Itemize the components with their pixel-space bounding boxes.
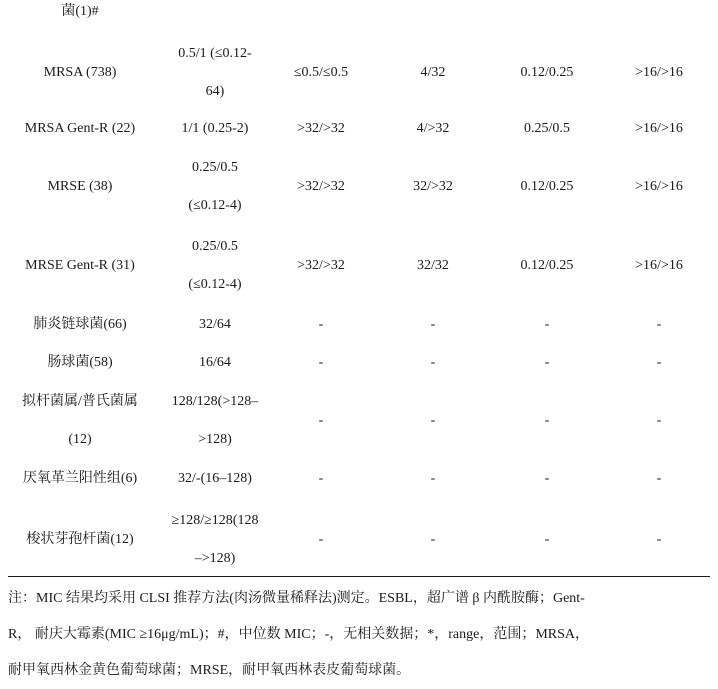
table-cell-mic-a bbox=[160, 502, 270, 578]
table-cell-mic-e bbox=[600, 54, 718, 92]
table-cell-mic-b bbox=[270, 168, 372, 206]
cell-text-line: >16/>16 bbox=[635, 258, 683, 273]
table-cell-mic-e bbox=[600, 168, 718, 206]
table-cell-mic-b bbox=[270, 521, 372, 559]
table-cell-mic-e bbox=[600, 402, 718, 440]
cell-text-line: - bbox=[430, 413, 436, 428]
footnote-line-3: 耐甲氧西林金黄色葡萄球菌；MRSE，耐甲氧西林表皮葡萄球菌。 bbox=[8, 663, 411, 678]
table-cell-mic-b bbox=[270, 247, 372, 285]
cell-text-line: 0.25/0.5 bbox=[192, 160, 238, 175]
table-cell-mic-b bbox=[270, 306, 372, 344]
cell-text-line: - bbox=[318, 471, 324, 486]
table-cell-mic-c bbox=[372, 110, 494, 148]
table-bottom-rule bbox=[8, 576, 710, 577]
cell-text-line: 64) bbox=[205, 84, 225, 99]
table-cell-mic-d bbox=[494, 521, 600, 559]
cell-text-line: 4/32 bbox=[420, 65, 446, 80]
table-cell-pathogen bbox=[0, 0, 160, 31]
cell-text-line: - bbox=[318, 355, 324, 370]
cell-text-line: - bbox=[656, 355, 662, 370]
cell-text-line: - bbox=[430, 471, 436, 486]
cell-text-line: 32/-(16–128) bbox=[178, 471, 252, 486]
cell-text-line: - bbox=[544, 532, 550, 547]
table-cell-pathogen bbox=[0, 383, 160, 459]
cell-text-line: - bbox=[656, 317, 662, 332]
cell-text-line: - bbox=[656, 532, 662, 547]
cell-text-line: MRSA (738) bbox=[43, 65, 117, 80]
table-cell-mic-d bbox=[494, 168, 600, 206]
table-cell-mic-e bbox=[600, 306, 718, 344]
cell-text-line: >32/>32 bbox=[297, 121, 345, 136]
table-footnote bbox=[8, 581, 714, 689]
cell-text-line: 肠球菌(58) bbox=[47, 355, 113, 370]
table-cell-mic-b bbox=[270, 54, 372, 92]
cell-text-line: - bbox=[318, 532, 324, 547]
table-cell-mic-d bbox=[494, 247, 600, 285]
cell-text-line: 1/1 (0.25-2) bbox=[181, 121, 249, 136]
cell-text-line: 128/128(>128– bbox=[171, 394, 259, 409]
cell-text-line: (12) bbox=[68, 432, 92, 447]
table-cell-mic-a bbox=[160, 35, 270, 111]
table-cell-mic-c bbox=[372, 247, 494, 285]
cell-text-line: >16/>16 bbox=[635, 179, 683, 194]
cell-text-line: (≤0.12-4) bbox=[188, 277, 242, 292]
cell-text-line: MRSE Gent-R (31) bbox=[25, 258, 135, 273]
cell-text-line: - bbox=[544, 317, 550, 332]
table-cell-mic-c bbox=[372, 168, 494, 206]
table-cell-pathogen bbox=[0, 54, 160, 92]
cell-text-line: MRSA Gent-R (22) bbox=[24, 121, 136, 136]
cell-text-line: 厌氧革兰阳性组(6) bbox=[22, 471, 138, 486]
table-cell-mic-d bbox=[494, 344, 600, 382]
table-cell-mic-a bbox=[160, 110, 270, 148]
cell-text-line: >16/>16 bbox=[635, 121, 683, 136]
cell-text-line: - bbox=[544, 413, 550, 428]
cell-text-line: ≤0.5/≤0.5 bbox=[293, 65, 349, 80]
cell-text-line: MRSE (38) bbox=[47, 179, 113, 194]
cell-text-line: >32/>32 bbox=[297, 179, 345, 194]
cell-text-line: - bbox=[544, 471, 550, 486]
cell-text-line: - bbox=[656, 471, 662, 486]
cell-text-line: 32/>32 bbox=[413, 179, 453, 194]
table-cell-mic-c bbox=[372, 306, 494, 344]
table-cell-mic-c bbox=[372, 460, 494, 498]
table-cell-pathogen bbox=[0, 247, 160, 285]
table-cell-mic-c bbox=[372, 402, 494, 440]
cell-text-line: 4/>32 bbox=[416, 121, 450, 136]
cell-text-line: 0.12/0.25 bbox=[520, 65, 574, 80]
cell-text-line: (≤0.12-4) bbox=[188, 198, 242, 213]
table-cell-mic-d bbox=[494, 110, 600, 148]
table-cell-mic-c bbox=[372, 521, 494, 559]
table-cell-mic-a bbox=[160, 460, 270, 498]
table-cell-mic-a bbox=[160, 228, 270, 304]
cell-text-line: - bbox=[544, 355, 550, 370]
table-cell-mic-d bbox=[494, 460, 600, 498]
table-cell-mic-a bbox=[160, 383, 270, 459]
table-cell-mic-d bbox=[494, 306, 600, 344]
cell-text-line: 肺炎链球菌(66) bbox=[33, 317, 127, 332]
cell-text-line: 0.25/0.5 bbox=[192, 239, 238, 254]
cell-text-line: 梭状芽孢杆菌(12) bbox=[26, 532, 134, 547]
footnote-line-1: 注：MIC 结果均采用 CLSI 推荐方法(肉汤微量稀释法)测定。ESBL，超广谱 β 内酰胺酶；Gent- bbox=[8, 591, 585, 606]
cell-text-line: - bbox=[318, 413, 324, 428]
table-cell-mic-a bbox=[160, 306, 270, 344]
table-cell-mic-e bbox=[600, 521, 718, 559]
cell-text-line: 菌(1)# bbox=[61, 4, 99, 19]
table-cell-mic-a bbox=[160, 149, 270, 225]
cell-text-line: 0.12/0.25 bbox=[520, 258, 574, 273]
table-cell-mic-e bbox=[600, 460, 718, 498]
table-cell-pathogen bbox=[0, 306, 160, 344]
table-cell-pathogen bbox=[0, 460, 160, 498]
table-cell-mic-b bbox=[270, 344, 372, 382]
table-cell-pathogen bbox=[0, 344, 160, 382]
cell-text-line: ≥128/≥128(128 bbox=[171, 513, 259, 528]
table-cell-pathogen bbox=[0, 521, 160, 559]
cell-text-line: >128) bbox=[198, 432, 232, 447]
cell-text-line: - bbox=[318, 317, 324, 332]
cell-text-line: 32/64 bbox=[199, 317, 231, 332]
table-cell-mic-b bbox=[270, 110, 372, 148]
table-cell-mic-b bbox=[270, 402, 372, 440]
table-cell-mic-c bbox=[372, 54, 494, 92]
table-cell-mic-e bbox=[600, 247, 718, 285]
footnote-line-2: R， 耐庆大霉素(MIC ≥16μg/mL)；#，中位数 MIC；-，无相关数据；*，range，范围；MRSA， bbox=[8, 627, 590, 642]
cell-text-line: –>128) bbox=[194, 551, 236, 566]
table-cell-pathogen bbox=[0, 168, 160, 206]
cell-text-line: 16/64 bbox=[199, 355, 231, 370]
cell-text-line: 0.25/0.5 bbox=[524, 121, 570, 136]
table-cell-pathogen bbox=[0, 110, 160, 148]
table-cell-mic-e bbox=[600, 110, 718, 148]
cell-text-line: 32/32 bbox=[417, 258, 449, 273]
table-cell-mic-b bbox=[270, 460, 372, 498]
cell-text-line: 0.12/0.25 bbox=[520, 179, 574, 194]
table-cell-mic-d bbox=[494, 54, 600, 92]
cell-text-line: 0.5/1 (≤0.12- bbox=[178, 46, 252, 61]
table-cell-mic-a bbox=[160, 344, 270, 382]
cell-text-line: 拟杆菌属/普氏菌属 bbox=[22, 394, 138, 409]
cell-text-line: - bbox=[430, 355, 436, 370]
table-cell-mic-d bbox=[494, 402, 600, 440]
cell-text-line: - bbox=[430, 317, 436, 332]
cell-text-line: >32/>32 bbox=[297, 258, 345, 273]
table-cell-mic-c bbox=[372, 344, 494, 382]
cell-text-line: >16/>16 bbox=[635, 65, 683, 80]
cell-text-line: - bbox=[430, 532, 436, 547]
cell-text-line: - bbox=[656, 413, 662, 428]
table-cell-mic-e bbox=[600, 344, 718, 382]
